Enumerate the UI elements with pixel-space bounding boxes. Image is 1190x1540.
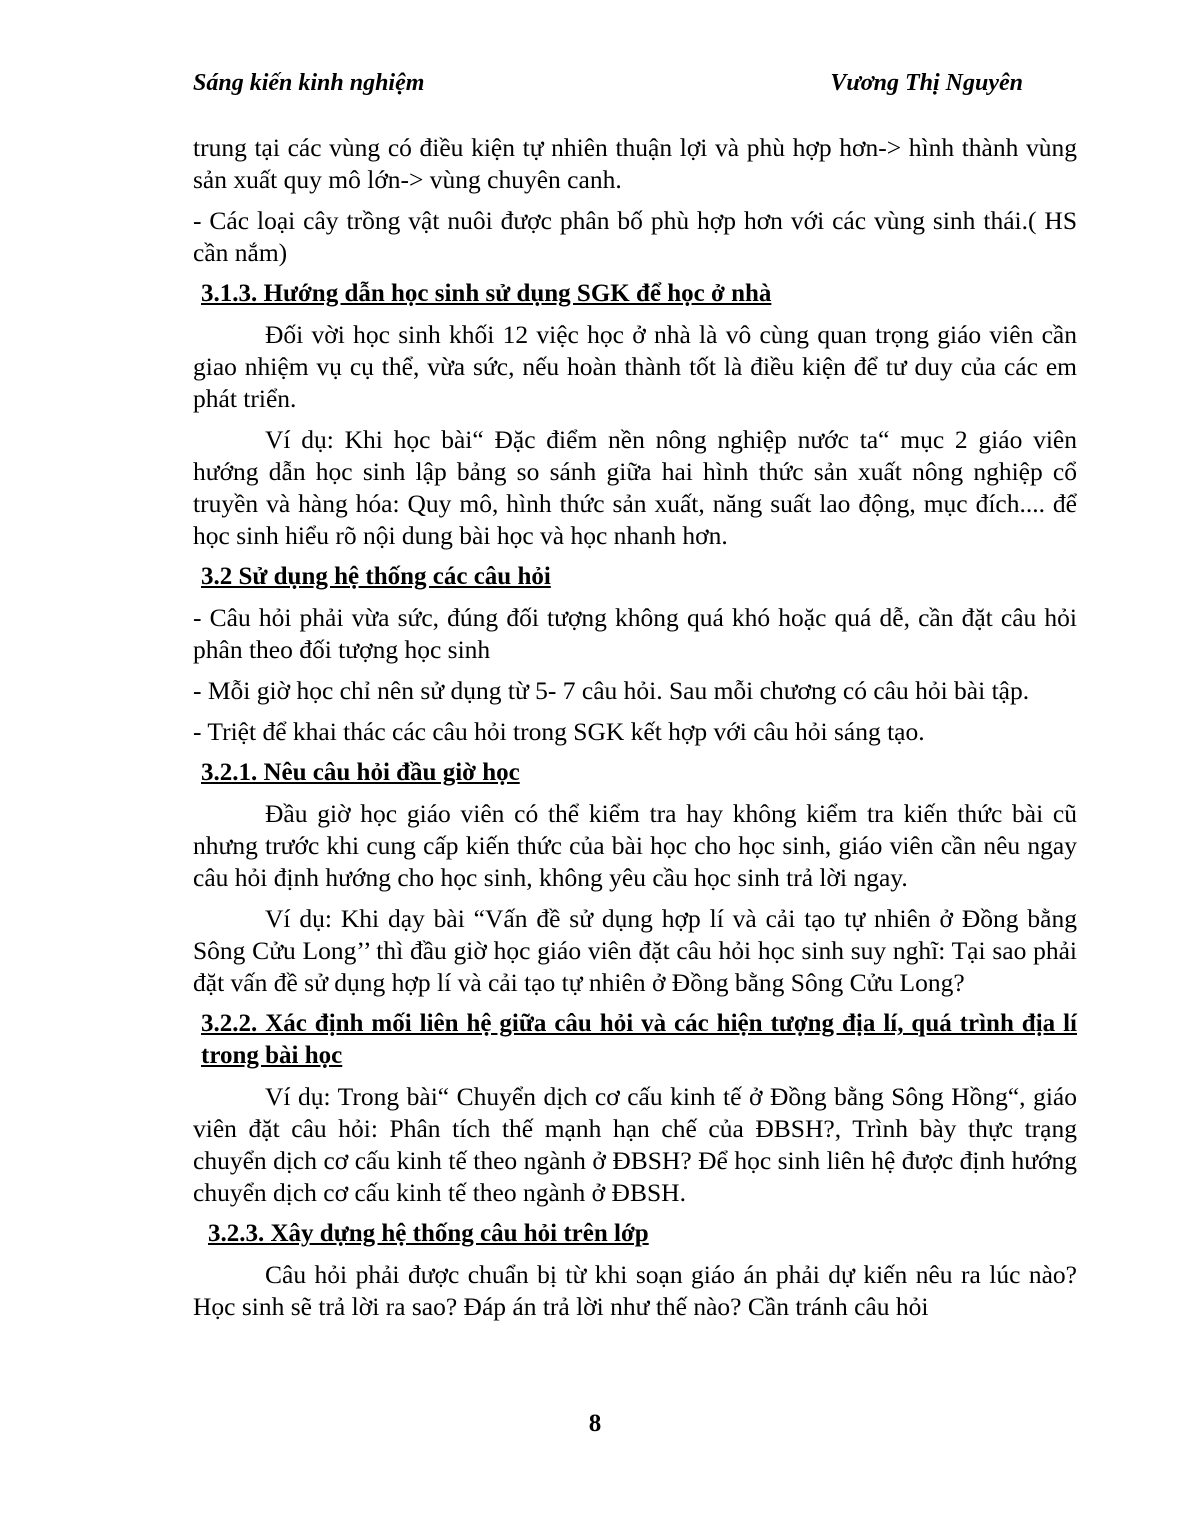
section-heading: 3.2.1. Nêu câu hỏi đầu giờ học (201, 759, 520, 786)
paragraph: trung tại các vùng có điều kiện tự nhiên thuận lợi và phù hợp hơn-> hình thành vùng sản xuất quy mô lớn-> vùng chuyên canh. (193, 133, 1077, 194)
paragraph: - Các loại cây trồng vật nuôi được phân bố phù hợp hơn với các vùng sinh thái.( HS cần nắm) (193, 206, 1077, 267)
header-left: Sáng kiến kinh nghiệm (193, 70, 425, 96)
paragraph: Ví dụ: Khi dạy bài “Vấn đề sử dụng hợp lí và cải tạo tự nhiên ở Đồng bằng Sông Cửu Long’’ thì đầu giờ học giáo viên đặt câu hỏi học sinh suy nghĩ: Tại sao phải đặt vấn đề sử dụng hợp lí và cải tạo tự nhiên ở Đồng bằng Sông Cửu Long? (193, 904, 1077, 997)
header-right: Vương Thị Nguyên (830, 70, 1023, 96)
section-heading: 3.2.3. Xây dựng hệ thống câu hỏi trên lớp (208, 1220, 649, 1247)
paragraph: - Câu hỏi phải vừa sức, đúng đối tượng không quá khó hoặc quá dễ, cần đặt câu hỏi phân theo đối tượng học sinh (193, 603, 1077, 664)
page-number: 8 (588, 1410, 602, 1437)
paragraph: Đầu giờ học giáo viên có thể kiểm tra hay không kiểm tra kiến thức bài cũ nhưng trước khi cung cấp kiến thức của bài học cho học sinh, giáo viên cần nêu ngay câu hỏi định hướng cho học sinh, không yêu cầu học sinh trả lời ngay. (193, 799, 1077, 892)
paragraph: Ví dụ: Khi học bài“ Đặc điểm nền nông nghiệp nước ta“ mục 2 giáo viên hướng dẫn học sinh lập bảng so sánh giữa hai hình thức sản xuất nông nghiệp cổ truyền và hàng hóa: Quy mô, hình thức sản xuất, năng suất lao động, mục đích.... để học sinh hiểu rõ nội dung bài học và học nhanh hơn. (193, 425, 1077, 550)
section-heading: 3.2 Sử dụng hệ thống các câu hỏi (201, 563, 551, 590)
document-body (193, 132, 1077, 1332)
page-header (193, 70, 1023, 97)
paragraph: Câu hỏi phải được chuẩn bị từ khi soạn giáo án phải dự kiến nêu ra lúc nào? Học sinh sẽ trả lời ra sao? Đáp án trả lời như thế nào? Cần tránh câu hỏi (193, 1260, 1077, 1321)
paragraph: - Triệt để khai thác các câu hỏi trong SGK kết hợp với câu hỏi sáng tạo. (193, 717, 925, 746)
paragraph: - Mỗi giờ học chỉ nên sử dụng từ 5- 7 câu hỏi. Sau mỗi chương có câu hỏi bài tập. (193, 676, 1030, 705)
section-heading: 3.2.2. Xác định mối liên hệ giữa câu hỏi và các hiện tượng địa lí, quá trình địa lí trong bài học (201, 1010, 1077, 1069)
section-heading: 3.1.3. Hướng dẫn học sinh sử dụng SGK để học ở nhà (201, 280, 772, 307)
paragraph: Ví dụ: Trong bài“ Chuyển dịch cơ cấu kinh tế ở Đồng bằng Sông Hồng“, giáo viên đặt câu hỏi: Phân tích thế mạnh hạn chế của ĐBSH?, Trình bày thực trạng chuyển dịch cơ cấu kinh tế theo ngành ở ĐBSH? Để học sinh liên hệ được định hướng chuyển dịch cơ cấu kinh tế theo ngành ở ĐBSH. (193, 1082, 1077, 1207)
paragraph: Đối vời học sinh khối 12 việc học ở nhà là vô cùng quan trọng giáo viên cần giao nhiệm vụ cụ thể, vừa sức, nếu hoàn thành tốt là điều kiện để tư duy của các em phát triển. (193, 320, 1077, 413)
